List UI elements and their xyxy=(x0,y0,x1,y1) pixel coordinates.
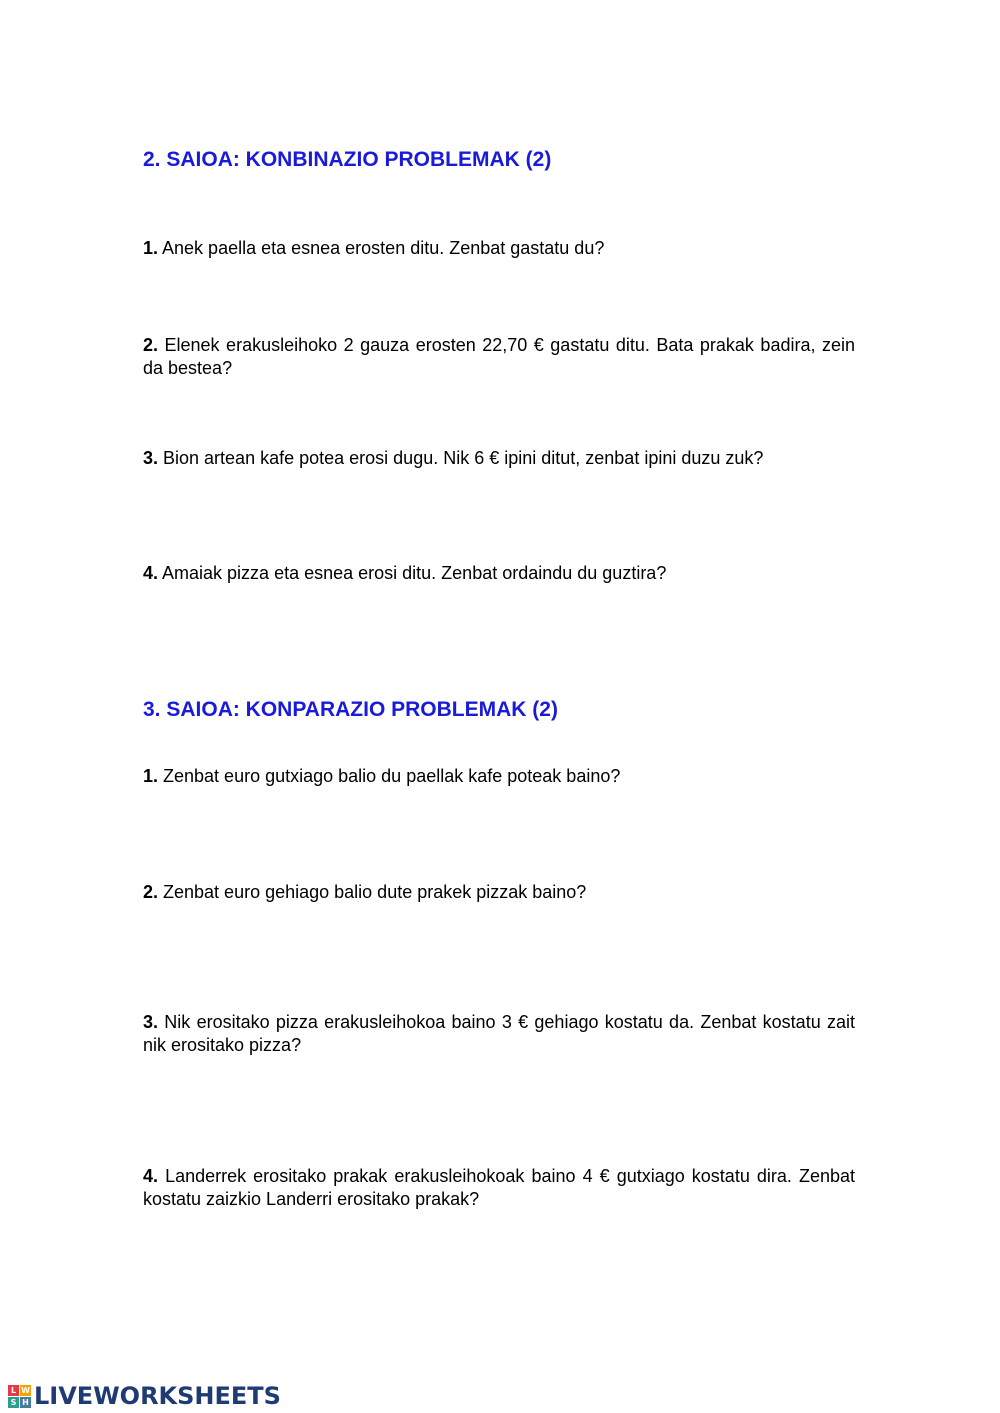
logo-text: LIVEWORKSHEETS xyxy=(34,1382,281,1410)
section-1-title: 2. SAIOA: KONBINAZIO PROBLEMAK (2) xyxy=(143,148,552,171)
problem-text: Anek paella eta esnea erosten ditu. Zenbat gastatu du? xyxy=(158,238,605,258)
problem-number: 2. xyxy=(143,882,159,902)
logo-tiles-icon xyxy=(8,1385,31,1408)
problem-text: Nik erositako pizza erakusleihokoa baino 3 € gehiago kostatu da. Zenbat kostatu zait nik erositako pizza? xyxy=(143,1012,855,1055)
logo-tile: W xyxy=(21,1385,30,1395)
problem-number: 3. xyxy=(143,1012,159,1032)
problem-2-4 xyxy=(143,1165,855,1211)
problem-number: 1. xyxy=(143,766,159,786)
liveworksheets-logo[interactable] xyxy=(8,1382,281,1410)
problem-text: Landerrek erositako prakak erakusleihokoak baino 4 € gutxiago kostatu dira. Zenbat kostatu zaizkio Landerri erositako prakak? xyxy=(143,1166,855,1209)
problem-text: Bion artean kafe potea erosi dugu. Nik 6 € ipini ditut, zenbat ipini duzu zuk? xyxy=(158,448,764,468)
problem-1-4 xyxy=(143,562,855,585)
problem-number: 2. xyxy=(143,335,159,355)
problem-number: 3. xyxy=(143,448,159,468)
problem-number: 4. xyxy=(143,563,159,583)
logo-tile: H xyxy=(20,1397,31,1408)
problem-text: Elenek erakusleihoko 2 gauza erosten 22,70 € gastatu ditu. Bata prakak badira, zein da bestea? xyxy=(143,335,855,378)
problem-text: Zenbat euro gehiago balio dute prakek pizzak baino? xyxy=(158,882,587,902)
problem-2-3 xyxy=(143,1011,855,1057)
problem-1-3 xyxy=(143,447,855,470)
logo-tile: L xyxy=(8,1385,19,1396)
problem-1-2 xyxy=(143,334,855,380)
problem-text: Amaiak pizza eta esnea erosi ditu. Zenbat ordaindu du guztira? xyxy=(158,563,667,583)
section-2-title: 3. SAIOA: KONPARAZIO PROBLEMAK (2) xyxy=(143,698,558,721)
problem-2-2 xyxy=(143,881,855,904)
problem-text: Zenbat euro gutxiago balio du paellak kafe poteak baino? xyxy=(158,766,621,786)
problem-number: 4. xyxy=(143,1166,159,1186)
problem-1-1 xyxy=(143,237,855,260)
problem-number: 1. xyxy=(143,238,159,258)
logo-tile: S xyxy=(8,1397,19,1408)
problem-2-1 xyxy=(143,765,855,788)
